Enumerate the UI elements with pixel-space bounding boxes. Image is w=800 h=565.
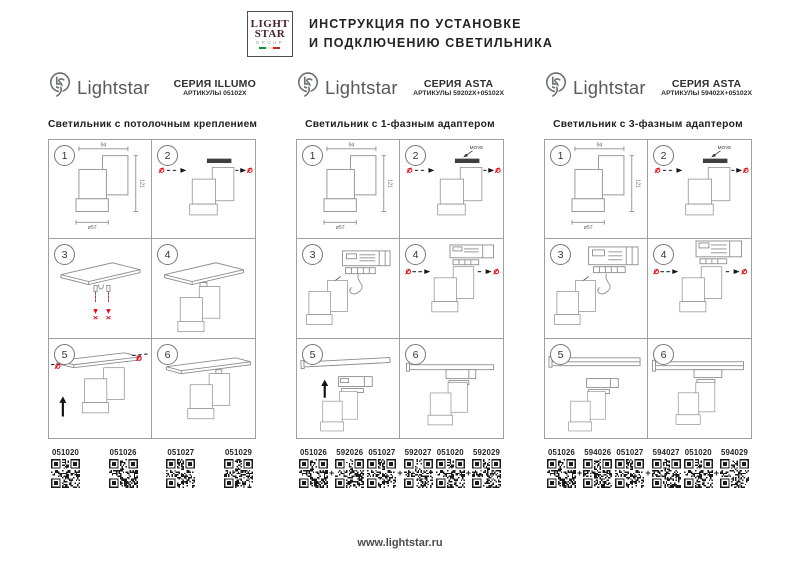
step-cell [648,139,752,239]
step-number: 1 [54,145,75,166]
series-articles: АРТИКУЛЫ 05102X [183,90,247,98]
article-number: 051027 [368,448,396,457]
article-number: 592029 [473,448,500,457]
brand [544,71,646,106]
article-code-item [652,448,681,488]
article-number: 594026 [584,448,612,457]
article-codes [48,448,256,488]
article-code-item [404,448,433,488]
article-number: 592027 [404,448,432,457]
plus-sign: + [329,468,335,478]
logo-text-light: LIGHT [250,17,290,30]
qr-code [583,459,612,488]
article-qr-group [109,448,138,488]
step-number: 2 [653,145,674,166]
step-number: 3 [550,244,571,265]
qr-code [51,459,80,488]
step-number: 1 [302,145,323,166]
article-qr-group [166,448,195,488]
column-subtitle: Светильник с 1-фазным адаптером [305,119,495,130]
qr-code [720,459,749,488]
step-cell [544,339,648,439]
series-articles: АРТИКУЛЫ 59202X+05102X [413,90,504,98]
plus-sign: + [645,468,651,478]
step-number: 6 [653,344,674,365]
plus-sign: + [577,468,583,478]
article-number: 051026 [109,448,137,457]
article-qr-group [436,448,501,488]
series-articles: АРТИКУЛЫ 59402X+05102X [661,90,752,98]
qr-code [684,459,713,488]
article-number: 051027 [167,448,195,457]
article-code-item [684,448,713,488]
lightstar-bulb-icon [48,71,72,106]
title-line-1: ИНСТРУКЦИЯ ПО УСТАНОВКЕ [308,16,522,31]
article-number: 051026 [300,448,327,457]
article-number: 051020 [684,448,712,457]
header [0,0,800,57]
column-asta-3phase [544,70,752,488]
step-cell [400,339,504,439]
article-code-item [720,448,749,488]
step-number: 5 [302,344,323,365]
article-code-item [166,448,195,488]
step-cell [648,239,752,339]
step-cell [48,239,152,339]
svg-text:121: 121 [386,179,393,189]
columns [0,70,800,488]
step-cell [152,339,256,439]
step-cell [544,139,648,239]
plus-sign: + [397,468,403,478]
article-code-item [224,448,253,488]
article-codes [544,448,752,488]
step-cell [48,339,152,439]
article-number: 592026 [336,448,364,457]
step-cell [152,139,256,239]
steps-grid [544,139,752,439]
article-code-item [615,448,644,488]
svg-text:94: 94 [100,142,107,149]
series-title: СЕРИЯ ILLUMO [173,77,256,90]
logo-text-star: STAR [254,27,286,40]
qr-code [367,459,396,488]
article-number: 051029 [224,448,252,457]
svg-text:94: 94 [348,142,355,149]
step-number: 1 [550,145,571,166]
article-code-item [299,448,328,488]
series-block [413,78,504,99]
brand-wordmark: Lightstar [325,77,398,98]
step-number: 5 [550,344,571,365]
svg-text:121: 121 [138,179,145,189]
step-number: 4 [405,244,426,265]
title-line-2: И ПОДКЛЮЧЕНИЮ СВЕТИЛЬНИКА [308,36,554,50]
article-code-item [51,448,80,488]
step-cell [296,139,400,239]
article-number: 051020 [52,448,79,457]
series-block [661,78,752,99]
steps-grid [48,139,256,439]
article-code-item [335,448,364,488]
step-number: 6 [157,344,178,365]
italian-flag-icon [259,47,280,50]
article-codes [296,448,504,488]
plus-sign: + [465,468,471,478]
brand-wordmark: Lightstar [573,77,646,98]
article-number: 051027 [616,448,644,457]
step-number: 5 [54,344,75,365]
article-number: 594029 [721,448,748,457]
step-cell [296,239,400,339]
article-number: 051020 [436,448,464,457]
svg-text:MOVE: MOVE [717,144,732,150]
svg-text:MOVE: MOVE [469,144,484,150]
column-subtitle: Светильник с 3-фазным адаптером [553,119,743,130]
step-number: 3 [302,244,323,265]
logo-text-group: GROUP [255,39,285,45]
svg-text:121: 121 [634,179,641,189]
steps-grid [296,139,504,439]
website-url: www.lightstar.ru [357,537,443,549]
article-code-item [109,448,138,488]
article-code-item [367,448,396,488]
lightstar-bulb-icon [544,71,568,106]
svg-text:ø57: ø57 [335,225,345,232]
qr-code [547,459,576,488]
qr-code [615,459,644,488]
step-number: 4 [157,244,178,265]
column-illumo [48,70,256,488]
brand-row [544,70,752,106]
qr-code [166,459,195,488]
article-qr-group [547,448,612,488]
step-cell [400,239,504,339]
article-code-item [583,448,612,488]
step-number: 2 [157,145,178,166]
article-number: 594027 [652,448,680,457]
article-qr-group [684,448,749,488]
svg-text:ø57: ø57 [87,225,97,232]
article-qr-group [224,448,253,488]
qr-code [404,459,433,488]
article-code-item [472,448,501,488]
step-number: 6 [405,344,426,365]
article-qr-group [51,448,80,488]
step-cell [152,239,256,339]
column-asta-1phase [296,70,504,488]
svg-text:94: 94 [596,142,603,149]
qr-code [109,459,138,488]
plus-sign: + [713,468,719,478]
lightstar-bulb-icon [296,71,320,106]
article-code-item [547,448,576,488]
series-title: СЕРИЯ ASTA [423,77,494,90]
qr-code [299,459,328,488]
svg-text:ø57: ø57 [583,225,593,232]
brand-row [48,70,256,106]
step-cell [48,139,152,239]
step-number: 3 [54,244,75,265]
step-number: 4 [653,244,674,265]
step-number: 2 [405,145,426,166]
qr-code [436,459,465,488]
qr-code [472,459,501,488]
article-qr-group [615,448,680,488]
series-block [174,78,256,99]
article-qr-group [299,448,364,488]
article-code-item [436,448,465,488]
brand [48,71,150,106]
brand [296,71,398,106]
step-cell [296,339,400,439]
column-subtitle: Светильник с потолочным креплением [48,119,258,130]
qr-code [224,459,253,488]
article-qr-group [367,448,432,488]
step-cell [400,139,504,239]
step-cell [544,239,648,339]
qr-code [652,459,681,488]
article-number: 051026 [548,448,575,457]
lightstar-group-logo [247,11,293,57]
brand-row [296,70,504,106]
brand-wordmark: Lightstar [77,77,150,98]
page-title [309,15,553,54]
step-cell [648,339,752,439]
qr-code [335,459,364,488]
series-title: СЕРИЯ ASTA [671,77,742,90]
